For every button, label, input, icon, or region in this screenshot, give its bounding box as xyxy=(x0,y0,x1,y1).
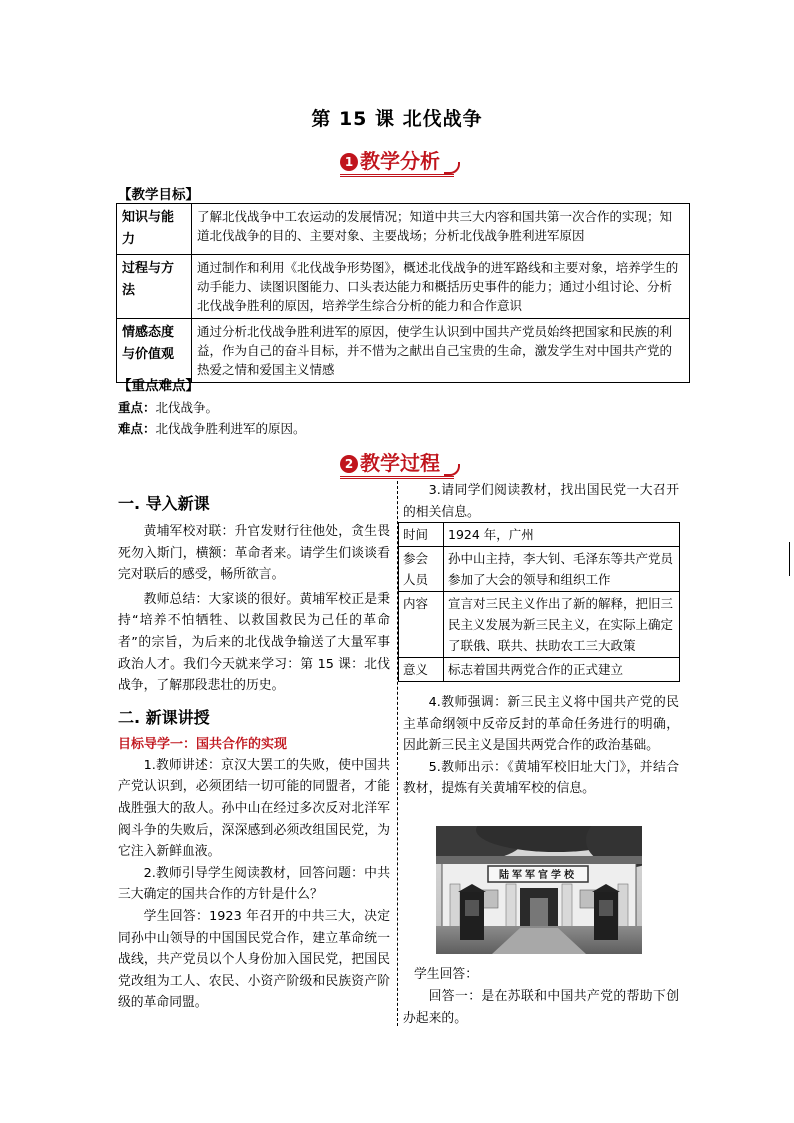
info-text: 宣言对三民主义作出了新的解释，把旧三民主义发展为新三民主义，在实际上确定了联俄、联共、扶助农工三大政策 xyxy=(444,592,680,658)
table-row xyxy=(399,547,680,592)
swoosh-icon xyxy=(444,464,460,476)
table-row xyxy=(117,204,690,255)
section-heading-inner xyxy=(340,450,454,479)
table-row xyxy=(117,319,690,383)
key-point-label: 重点： xyxy=(118,400,156,415)
section-number-badge: 1 xyxy=(340,153,358,171)
section-heading-process xyxy=(0,450,794,479)
info-text: 1924 年，广州 xyxy=(444,523,680,547)
paragraph: 学生回答：1923 年召开的中共三大，决定同孙中山领导的中国国民党合作，建立革命统一战线，共产党员以个人身份加入国民党，把国民党改组为工人、农民、小资产阶级和民族资产阶级的革命同盟。 xyxy=(118,908,390,1011)
info-text: 孙中山主持，李大钊、毛泽东等共产党员参加了大会的领导和组织工作 xyxy=(444,547,680,592)
info-text: 标志着国共两党合作的正式建立 xyxy=(444,658,680,682)
table-row xyxy=(117,255,690,319)
goal-text: 通过制作和利用《北伐战争形势图》，概述北伐战争的进军路线和主要对象，培养学生的动手能力、读图识图能力、口头表达能力和概括历史事件的能力；通过小组讨论、分析北伐战争胜利的原因，培养学生综合分析的能力和合作意识 xyxy=(192,255,690,319)
goal-heading-1: 目标导学一：国共合作的实现 xyxy=(118,736,288,752)
info-key: 意义 xyxy=(399,658,444,682)
goal-text: 通过分析北伐战争胜利进军的原因，使学生认识到中国共产党员始终把国家和民族的利益，作为自己的奋斗目标，并不惜为之献出自己宝贵的生命，激发学生对中国共产党的热爱之情和爱国主义情感 xyxy=(192,319,690,383)
left-column xyxy=(118,491,390,1014)
difficult-point-label: 难点： xyxy=(118,421,156,436)
paragraph: 黄埔军校对联：升官发财行往他处，贪生畏死勿入斯门，横额：革命者来。请学生们谈谈看完对联后的感受，畅所欲言。 xyxy=(118,524,390,583)
paragraph: 4.教师强调：新三民主义将中国共产党的民主革命纲领中反帝反封的革命任务进行的明确，因此新三民主义是国共两党合作的政治基础。 xyxy=(403,695,679,754)
paragraph: 2.教师引导学生阅读教材，回答问题：中共三大确定的国共合作的方针是什么？ xyxy=(118,865,390,903)
section-number-badge: 2 xyxy=(340,455,358,473)
key-point-text: 北伐战争。 xyxy=(155,400,219,415)
goals-table xyxy=(116,203,690,383)
academy-gate-illustration xyxy=(436,826,642,954)
table-row xyxy=(399,523,680,547)
info-key: 时间 xyxy=(399,523,444,547)
gate-sign-text: 陆军军官学校 xyxy=(499,870,577,881)
goals-heading: 【教学目标】 xyxy=(118,187,199,203)
paragraph: 3.请同学们阅读教材，找出国民党一大召开的相关信息。 xyxy=(403,483,679,520)
kmt-congress-table xyxy=(398,522,680,682)
heading-new-lesson: 二. 新课讲授 xyxy=(118,707,210,727)
section-label: 教学分析 xyxy=(360,149,440,173)
info-key: 参会人员 xyxy=(399,547,444,592)
difficult-point-text: 北伐战争胜利进军的原因。 xyxy=(155,421,306,436)
goal-text: 了解北伐战争中工农运动的发展情况；知道中共三大内容和国共第一次合作的实现；知道北伐战争的目的、主要对象、主要战场；分析北伐战争胜利进军原因 xyxy=(192,204,690,255)
difficult-point-line xyxy=(118,419,306,439)
section-heading-inner xyxy=(340,148,454,177)
paragraph: 1.教师讲述：京汉大罢工的失败，使中国共产党认识到，必须团结一切可能的同盟者，才能战胜强大的敌人。孙中山在经过多次反对北洋军阀斗争的失败后，深深感到必须改组国民党，为它注入新鲜血液。 xyxy=(118,757,390,860)
lesson-title: 第 15 课 北伐战争 xyxy=(311,108,483,130)
table-row xyxy=(399,658,680,682)
paragraph: 回答一：是在苏联和中国共产党的帮助下创办起来的。 xyxy=(403,989,679,1026)
right-column-answer xyxy=(403,986,679,1029)
table-row xyxy=(399,592,680,658)
right-column-top xyxy=(403,480,679,523)
right-column-middle xyxy=(403,692,679,800)
info-key: 内容 xyxy=(399,592,444,658)
paragraph: 教师总结：大家谈的很好。黄埔军校正是秉持“培养不怕牺牲、以救国救民为己任的革命者”的宗旨，为后来的北伐战争输送了大量军事政治人才。我们今天就来学习：第 15 课：北伐战争，了解那段悲壮的历史。 xyxy=(118,591,390,694)
academy-gate-photo xyxy=(436,826,642,954)
paragraph: 5.教师出示：《黄埔军校旧址大门》，并结合教材，提炼有关黄埔军校的信息。 xyxy=(403,759,679,797)
key-point-line xyxy=(118,398,218,418)
goal-key: 情感态度与价值观 xyxy=(117,319,192,383)
goal-key: 过程与方法 xyxy=(117,255,192,319)
paragraph: 学生回答： xyxy=(414,967,478,982)
swoosh-icon xyxy=(444,162,460,174)
goal-key: 知识与能力 xyxy=(117,204,192,255)
margin-mark xyxy=(789,542,790,576)
right-column-bottom xyxy=(414,964,690,986)
heading-intro: 一. 导入新课 xyxy=(118,494,210,513)
section-heading-analysis xyxy=(0,148,794,177)
section-label: 教学过程 xyxy=(360,451,440,475)
key-points-heading: 【重点难点】 xyxy=(118,378,199,394)
